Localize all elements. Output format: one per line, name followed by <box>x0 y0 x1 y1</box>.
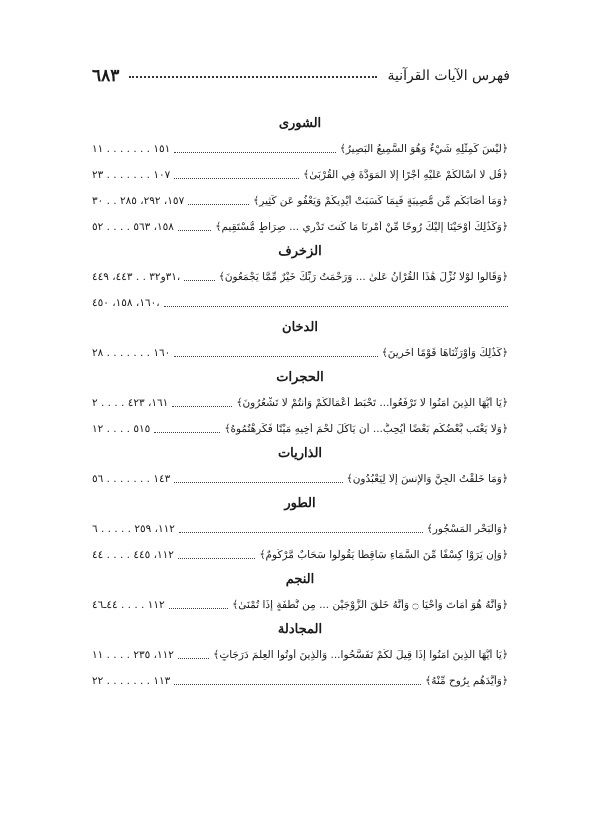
index-section <box>92 442 508 492</box>
entry-reference: ٣١و٣٢ . . ٤٤٣، ٤٤٩، <box>92 271 181 283</box>
entry-reference: ١١٣ . . . . . . . ٢٢ <box>92 675 171 687</box>
verse-text: ﴿وَكَذَٰلِكَ أَوْحَيْنَا إِلَيْكَ رُوحًا مِّنْ أَمْرِنَا مَا كُنتَ تَدْرِي ... صِرَاطٍ مُّسْتَقِيمٍ﴾ <box>215 221 508 233</box>
surah-heading: الزخرف <box>278 244 322 259</box>
index-entry <box>92 162 508 188</box>
index-section <box>92 568 508 618</box>
index-entry <box>92 542 508 568</box>
verse-text: ﴿وَأَيَّدَهُم بِرُوحٍ مِّنْهُ﴾ <box>425 675 508 687</box>
verse-text: ﴿وَمَا خَلَقْتُ الْجِنَّ وَالْإِنسَ إِلَّا لِيَعْبُدُونِ﴾ <box>346 473 508 485</box>
entry-reference: ١٤٣ . . . . . . . ٥٦ <box>92 473 171 485</box>
entry-reference: ١١٢، ٢٥٩ . . . . . ٦ <box>92 523 175 535</box>
surah-heading: النجم <box>285 572 315 587</box>
dot-leader <box>174 482 342 483</box>
index-entry <box>92 592 508 618</box>
verse-text: ﴿يَا أَيُّهَا الَّذِينَ آمَنُوا لَا تَرْفَعُوا... تَحْبَطَ أَعْمَالُكُمْ وَأَنتُمْ لَا تَشْعُرُونَ﴾ <box>236 397 508 409</box>
index-section <box>92 492 508 568</box>
surah-heading: الدخان <box>282 320 318 335</box>
index-entry <box>92 214 508 240</box>
dot-leader <box>172 406 232 407</box>
dot-leader <box>174 178 299 179</box>
verse-text: ﴿قُل لَا أَسْأَلُكُمْ عَلَيْهِ أَجْرًا إِلَّا الْمَوَدَّةَ فِي الْقُرْبَىٰ﴾ <box>303 169 508 181</box>
index-entry <box>92 516 508 542</box>
page-header <box>92 64 510 88</box>
surah-heading: الذاريات <box>277 446 323 461</box>
index-entry <box>92 466 508 492</box>
page-number: ٦٨٣ <box>92 66 120 86</box>
index-entry <box>92 642 508 668</box>
index-entry <box>92 188 508 214</box>
verse-text: ﴿كَذَٰلِكَ وَأَوْرَثْنَاهَا قَوْمًا آخَرِينَ﴾ <box>381 347 508 359</box>
index-section <box>92 618 508 694</box>
entry-reference: ١٠٧ . . . . . . . ٢٣ <box>92 169 171 181</box>
index-content <box>92 112 508 694</box>
dot-leader <box>178 230 211 231</box>
entry-reference: ١٦١، ٤٢٣ . . . . ٢ <box>92 397 169 409</box>
entry-reference: ١١٢، ٢٣٥ . . . . ١١ <box>92 649 174 661</box>
dot-leader <box>188 204 249 205</box>
entry-reference: ١٦٠، ١٥٨، ٤٥٠، <box>92 297 160 309</box>
surah-heading: الشورى <box>278 116 322 131</box>
header-rule <box>129 76 377 78</box>
dot-leader <box>178 558 255 559</box>
dot-leader <box>164 306 508 307</box>
dot-leader <box>174 356 377 357</box>
dot-leader <box>154 432 220 433</box>
index-entry <box>92 136 508 162</box>
surah-heading: المجادلة <box>277 622 323 637</box>
verse-text: ﴿وَإِن يَرَوْا كِسْفًا مِّنَ السَّمَاءِ سَاقِطًا يَقُولُوا سَحَابٌ مَّرْكُومٌ﴾ <box>259 549 508 561</box>
verse-text: ﴿وَلَا يَغْتَب بَّعْضُكُم بَعْضًا أَيُحِبُّ... أَن يَأْكُلَ لَحْمَ أَخِيهِ مَيْتًا فَكَرِهْتُمُوهُ﴾ <box>224 423 508 435</box>
entry-reference: ١٦٠ . . . . . . . ٢٨ <box>92 347 171 359</box>
verse-text: ﴿لَيْسَ كَمِثْلِهِ شَيْءٌ وَهُوَ السَّمِيعُ الْبَصِيرُ﴾ <box>339 143 508 155</box>
verse-text: ﴿وَالْبَحْرِ الْمَسْجُورِ﴾ <box>426 523 508 535</box>
verse-text: ﴿وَقَالُوا لَوْلَا نُزِّلَ هَٰذَا الْقُرْآنُ عَلَىٰ ... وَرَحْمَتُ رَبِّكَ خَيْرٌ مِّمَّا يَجْمَعُونَ﴾ <box>218 271 508 283</box>
entry-reference: ١١٢ . . . . ٤٤ـ٤٦ <box>92 599 165 611</box>
dot-leader <box>179 532 423 533</box>
index-section <box>92 112 508 240</box>
entry-reference: ٥١٥ . . . . ١٢ <box>92 423 151 435</box>
entry-reference: ١٥١ . . . . . . . ١١ <box>92 143 171 155</box>
index-section <box>92 366 508 442</box>
verse-text: ﴿وَمَا أَصَابَكُم مِّن مُّصِيبَةٍ فَبِمَا كَسَبَتْ أَيْدِيكُمْ وَيَعْفُو عَن كَثِيرٍ﴾ <box>253 195 508 207</box>
index-entry <box>92 416 508 442</box>
dot-leader <box>174 152 335 153</box>
index-entry <box>92 340 508 366</box>
entry-reference: ١١٢، ٤٤٥ . . . . ٤٤ <box>92 549 174 561</box>
verse-text: ﴿وَأَنَّهُ هُوَ أَمَاتَ وَأَحْيَا ۝ وَأَنَّهُ خَلَقَ الزَّوْجَيْنِ ... مِن نُّطْفَةٍ إِذَا تُمْنَىٰ﴾ <box>232 599 508 611</box>
dot-leader <box>174 684 421 685</box>
dot-leader <box>178 658 209 659</box>
index-section <box>92 240 508 316</box>
index-section <box>92 316 508 366</box>
index-entry <box>92 290 508 316</box>
dot-leader <box>169 608 228 609</box>
surah-heading: الحجرات <box>276 370 324 385</box>
entry-reference: ١٥٧، ٢٩٢، ٢٨٥ . . ٣٠ <box>92 195 185 207</box>
index-entry <box>92 264 508 290</box>
index-entry <box>92 390 508 416</box>
index-entry <box>92 668 508 694</box>
verse-text: ﴿يَا أَيُّهَا الَّذِينَ آمَنُوا إِذَا قِيلَ لَكُمْ تَفَسَّحُوا... وَالَّذِينَ أُوتُوا الْعِلْمَ دَرَجَاتٍ﴾ <box>213 649 508 661</box>
running-title: فهرس الآيات القرآنية <box>387 68 510 84</box>
entry-reference: ١٥٨، ٥٦٣ . . . . ٥٢ <box>92 221 174 233</box>
dot-leader <box>184 280 214 281</box>
surah-heading: الطور <box>284 496 316 511</box>
